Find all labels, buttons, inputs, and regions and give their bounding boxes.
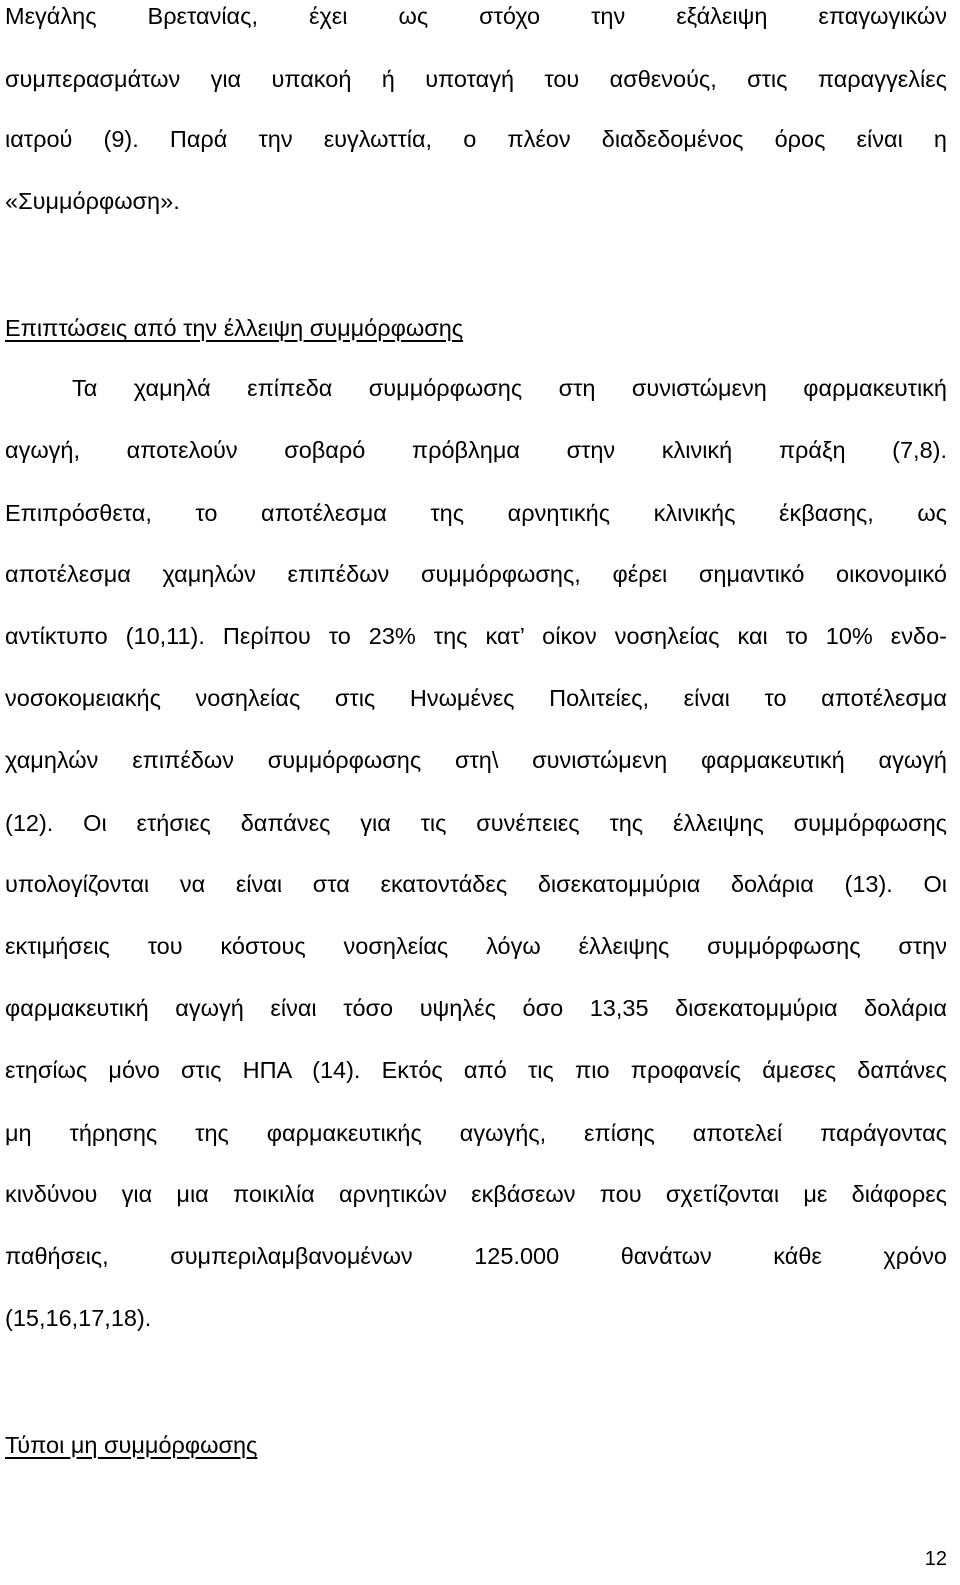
text-line: αντίκτυπο (10,11). Περίπου το 23% της κατ’ οίκον νοσηλείας και το 10% ενδο- [5, 623, 947, 649]
section-heading: Επιπτώσεις από την έλλειψη συμμόρφωσης [5, 315, 464, 341]
text-line: Μεγάλης Βρετανίας, έχει ως στόχο την εξάλειψη επαγωγικών [5, 3, 947, 29]
text-line: (12). Οι ετήσιες δαπάνες για τις συνέπειες της έλλειψης συμμόρφωσης [5, 810, 947, 836]
text-line: υπολογίζονται να είναι στα εκατοντάδες δισεκατομμύρια δολάρια (13). Οι [5, 871, 947, 897]
text-line: ιατρού (9). Παρά την ευγλωττία, ο πλέον διαδεδομένος όρος είναι η [5, 126, 947, 152]
text-line: παθήσεις, συμπεριλαμβανομένων 125.000 θανάτων κάθε χρόνο [5, 1243, 947, 1269]
text-line: μη τήρησης της φαρμακευτικής αγωγής, επίσης αποτελεί παράγοντας [5, 1120, 947, 1146]
text-line: αποτέλεσμα χαμηλών επιπέδων συμμόρφωσης, φέρει σημαντικό οικονομικό [5, 561, 947, 587]
text-line: (15,16,17,18). [5, 1305, 152, 1331]
section-heading: Τύποι μη συμμόρφωσης [5, 1432, 258, 1458]
page-number: 12 [924, 1548, 947, 1570]
text-line: χαμηλών επιπέδων συμμόρφωσης στη\ συνιστώμενη φαρμακευτική αγωγή [5, 747, 947, 773]
text-line: κινδύνου για μια ποικιλία αρνητικών εκβάσεων που σχετίζονται με διάφορες [5, 1181, 947, 1207]
text-line: αγωγή, αποτελούν σοβαρό πρόβλημα στην κλινική πράξη (7,8). [5, 437, 947, 463]
text-line: φαρμακευτική αγωγή είναι τόσο υψηλές όσο 13,35 δισεκατομμύρια δολάρια [5, 995, 947, 1021]
text-line: ετησίως μόνο στις ΗΠΑ (14). Εκτός από τις πιο προφανείς άμεσες δαπάνες [5, 1057, 947, 1083]
text-line: συμπερασμάτων για υπακοή ή υποταγή του ασθενούς, στις παραγγελίες [5, 66, 947, 92]
text-line: νοσοκομειακής νοσηλείας στις Ηνωμένες Πολιτείες, είναι το αποτέλεσμα [5, 685, 947, 711]
text-line: «Συμμόρφωση». [5, 188, 180, 214]
text-line: Τα χαμηλά επίπεδα συμμόρφωσης στη συνιστώμενη φαρμακευτική [72, 375, 947, 401]
text-line: Επιπρόσθετα, το αποτέλεσμα της αρνητικής κλινικής έκβασης, ως [5, 500, 947, 526]
text-line: εκτιμήσεις του κόστους νοσηλείας λόγω έλλειψης συμμόρφωσης στην [5, 933, 947, 959]
